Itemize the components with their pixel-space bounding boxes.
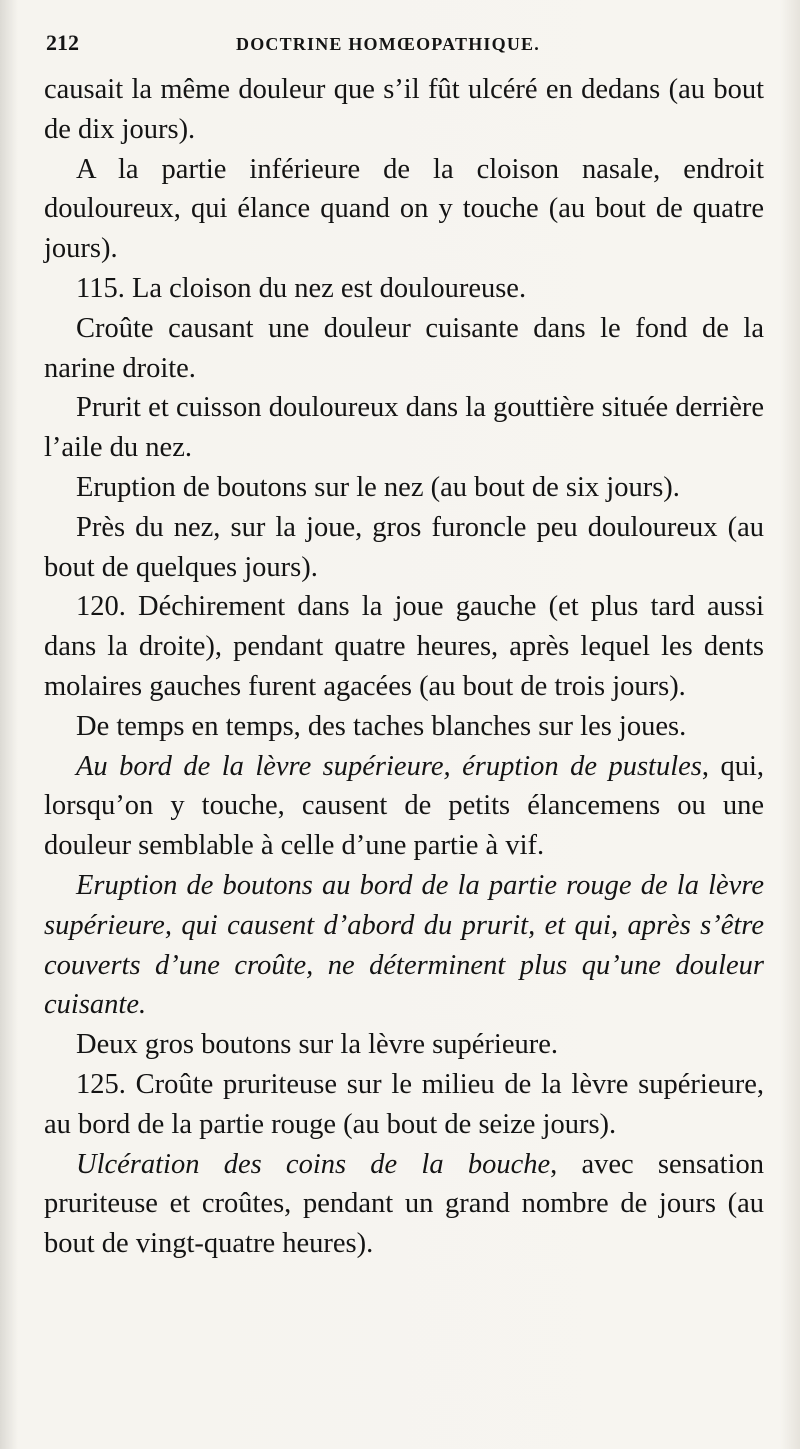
running-head: DOCTRINE HOMŒOPATHIQUE. [236,34,540,54]
page-header [44,30,764,70]
paragraph: Eruption de boutons au bord de la partie rouge de la lèvre supérieure, qui causent d’abord du prurit, et qui, après s’être couverts d’une croûte, ne déterminent plus qu’une douleur cuisante. [44,869,764,1021]
paragraph: A la partie inférieure de la cloison nasale, endroit douloureux, qui élance quand on y touche (au bout de quatre jours). [44,153,764,265]
paragraph: Eruption de boutons sur le nez (au bout de six jours). [76,471,680,503]
paragraph: Prurit et cuisson douloureux dans la gouttière située derrière l’aile du nez. [44,392,764,464]
paragraph: 125. Croûte pruriteuse sur le milieu de la lèvre supérieure, au bord de la partie rouge (au bout de seize jours). [44,1068,764,1140]
italic-run: Ulcération des coins de la bouche [76,1148,551,1180]
paragraph [44,747,764,866]
plain-run: , qui, lorsqu’on y touche, causent de petits élancemens ou une douleur semblable à celle d’une partie à vif. [44,750,764,862]
paragraph [44,1145,764,1264]
paragraph: Croûte causant une douleur cuisante dans le fond de la narine droite. [44,312,764,384]
paragraph: 115. La cloison du nez est douloureuse. [76,272,527,304]
paragraph: De temps en temps, des taches blanches sur les joues. [76,710,687,742]
paragraph: Deux gros boutons sur la lèvre supérieure. [76,1029,558,1061]
paragraph: Près du nez, sur la joue, gros furoncle peu douloureux (au bout de quelques jours). [44,511,764,583]
plain-run: , avec sensation pruriteuse et croûtes, pendant un grand nombre de jours (au bout de vingt-quatre heures). [44,1148,764,1260]
paragraph: causait la même douleur que s’il fût ulcéré en dedans (au bout de dix jours). [44,74,764,145]
body-text [44,70,764,1264]
page-number: 212 [46,30,79,55]
italic-run: Au bord de la lèvre supérieure, éruption de pustules [76,750,702,782]
paragraph: 120. Déchirement dans la joue gauche (et plus tard aussi dans la droite), pendant quatre heures, après lequel les dents molaires gauches furent agacées (au bout de trois jours). [44,591,764,702]
